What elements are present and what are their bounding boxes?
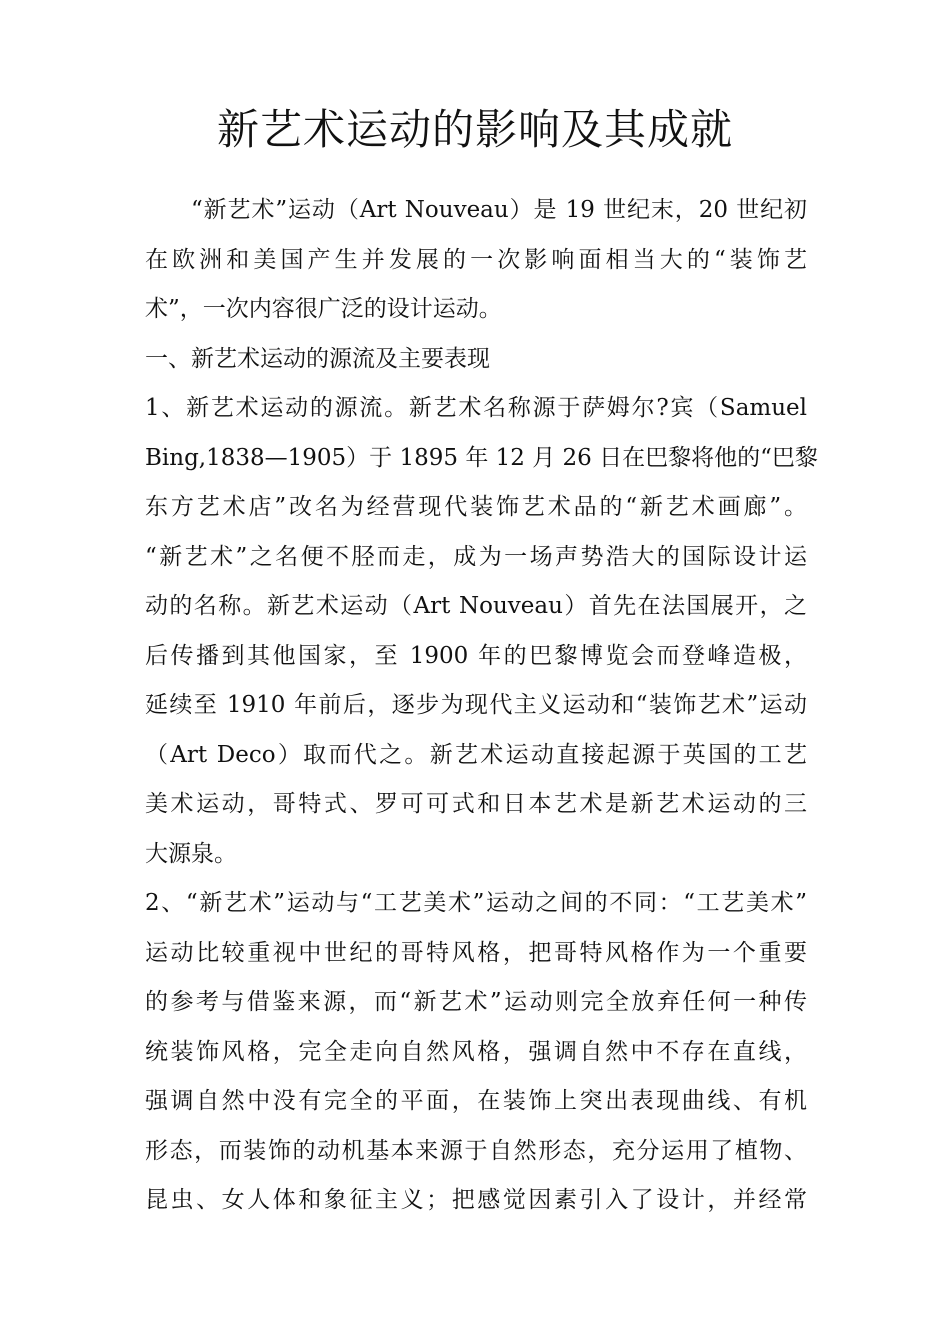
body-line: 美术运动，哥特式、罗可可式和日本艺术是新艺术运动的三 — [145, 791, 807, 817]
body-line: 动的名称。新艺术运动（Art Nouveau）首先在法国展开，之 — [145, 593, 807, 619]
body-line: 后传播到其他国家，至 1900 年的巴黎博览会而登峰造极， — [145, 642, 807, 669]
body-line: 东方艺术店”改名为经营现代装饰艺术品的“新艺术画廊”。 — [145, 494, 807, 520]
body-line: 大源泉。 — [145, 840, 237, 867]
body-line: （Art Deco）取而代之。新艺术运动直接起源于英国的工艺 — [145, 741, 807, 768]
body-line: 昆虫、女人体和象征主义；把感觉因素引入了设计，并经常 — [145, 1187, 807, 1213]
body-line: 强调自然中没有完全的平面，在装饰上突出表现曲线、有机 — [145, 1088, 807, 1114]
body-line: “新艺术”之名便不胫而走，成为一场声势浩大的国际设计运 — [145, 543, 807, 570]
body-line: 形态，而装饰的动机基本来源于自然形态，充分运用了植物、 — [145, 1137, 807, 1164]
body-line: 统装饰风格，完全走向自然风格，强调自然中不存在直线， — [145, 1038, 807, 1065]
document-body — [145, 186, 818, 1226]
body-line: Bing,1838—1905）于 1895 年 12 月 26 日在巴黎将他的“巴黎 — [145, 444, 818, 471]
body-line: 1、新艺术运动的源流。新艺术名称源于萨姆尔?宾（Samuel — [145, 395, 807, 421]
body-line: 延续至 1910 年前后，逐步为现代主义运动和“装饰艺术”运动 — [145, 692, 807, 718]
body-line: 运动比较重视中世纪的哥特风格，把哥特风格作为一个重要 — [145, 939, 807, 966]
body-line: 术”，一次内容很广泛的设计运动。 — [145, 296, 502, 322]
body-line: 2、“新艺术”运动与“工艺美术”运动之间的不同：“工艺美术” — [145, 890, 807, 916]
body-line: 一、新艺术运动的源流及主要表现 — [145, 345, 490, 372]
body-line: 的参考与借鉴来源，而“新艺术”运动则完全放弃任何一种传 — [145, 989, 807, 1015]
body-line: 在欧洲和美国产生并发展的一次影响面相当大的“装饰艺 — [145, 246, 807, 273]
document-title: 新艺术运动的影响及其成就 — [216, 105, 733, 154]
body-line: “新艺术”运动（Art Nouveau）是 19 世纪末，20 世纪初 — [191, 197, 807, 223]
